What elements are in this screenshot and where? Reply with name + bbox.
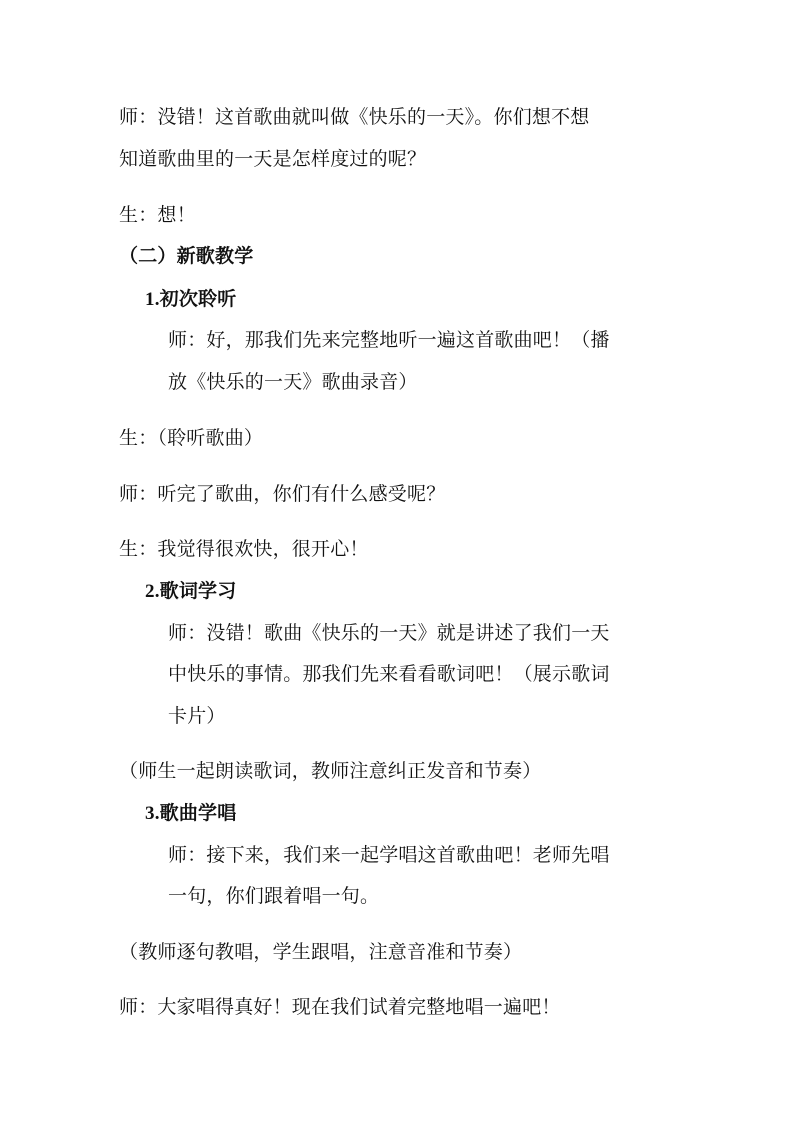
subsection-heading xyxy=(145,287,236,312)
paragraph-line: 中快乐的事情。那我们先来看看歌词吧！（展示歌词 xyxy=(168,663,610,685)
paragraph-line: 师：大家唱得真好！现在我们试着完整地唱一遍吧！ xyxy=(119,996,561,1018)
paragraph-line: 卡片） xyxy=(168,705,226,727)
subsection-number: 2. xyxy=(145,581,160,602)
paragraph-line: 师：好，那我们先来完整地听一遍这首歌曲吧！（播 xyxy=(168,329,610,351)
subsection-title: 初次聆听 xyxy=(159,288,237,310)
paragraph-line: 师：没错！歌曲《快乐的一天》就是讲述了我们一天 xyxy=(168,622,610,644)
paragraph-line: 知道歌曲里的一天是怎样度过的呢？ xyxy=(119,148,427,170)
paragraph-line: 生：我觉得很欢快，很开心！ xyxy=(119,538,369,560)
subsection-number: 3. xyxy=(145,803,160,824)
paragraph-line: （师生一起朗读歌词，教师注意纠正发音和节奏） xyxy=(119,760,542,782)
paragraph-line: 放《快乐的一天》歌曲录音） xyxy=(168,371,418,393)
subsection-title: 歌曲学唱 xyxy=(159,802,237,824)
paragraph-line: 师：没错！这首歌曲就叫做《快乐的一天》。你们想不想 xyxy=(119,106,590,128)
subsection-heading xyxy=(145,579,236,604)
paragraph-line: 生：想！ xyxy=(119,204,196,226)
subsection-heading xyxy=(145,801,236,826)
subsection-number: 1. xyxy=(145,289,160,310)
paragraph-line: 师：听完了歌曲，你们有什么感受呢？ xyxy=(119,483,446,505)
paragraph-line: 一句，你们跟着唱一句。 xyxy=(168,885,380,907)
paragraph-line: （教师逐句教唱，学生跟唱，注意音准和节奏） xyxy=(119,941,523,963)
paragraph-line: 生：（聆听歌曲） xyxy=(119,427,264,449)
section-heading: （二）新歌教学 xyxy=(119,245,254,267)
subsection-title: 歌词学习 xyxy=(159,580,237,602)
paragraph-line: 师：接下来，我们来一起学唱这首歌曲吧！老师先唱 xyxy=(168,844,610,866)
